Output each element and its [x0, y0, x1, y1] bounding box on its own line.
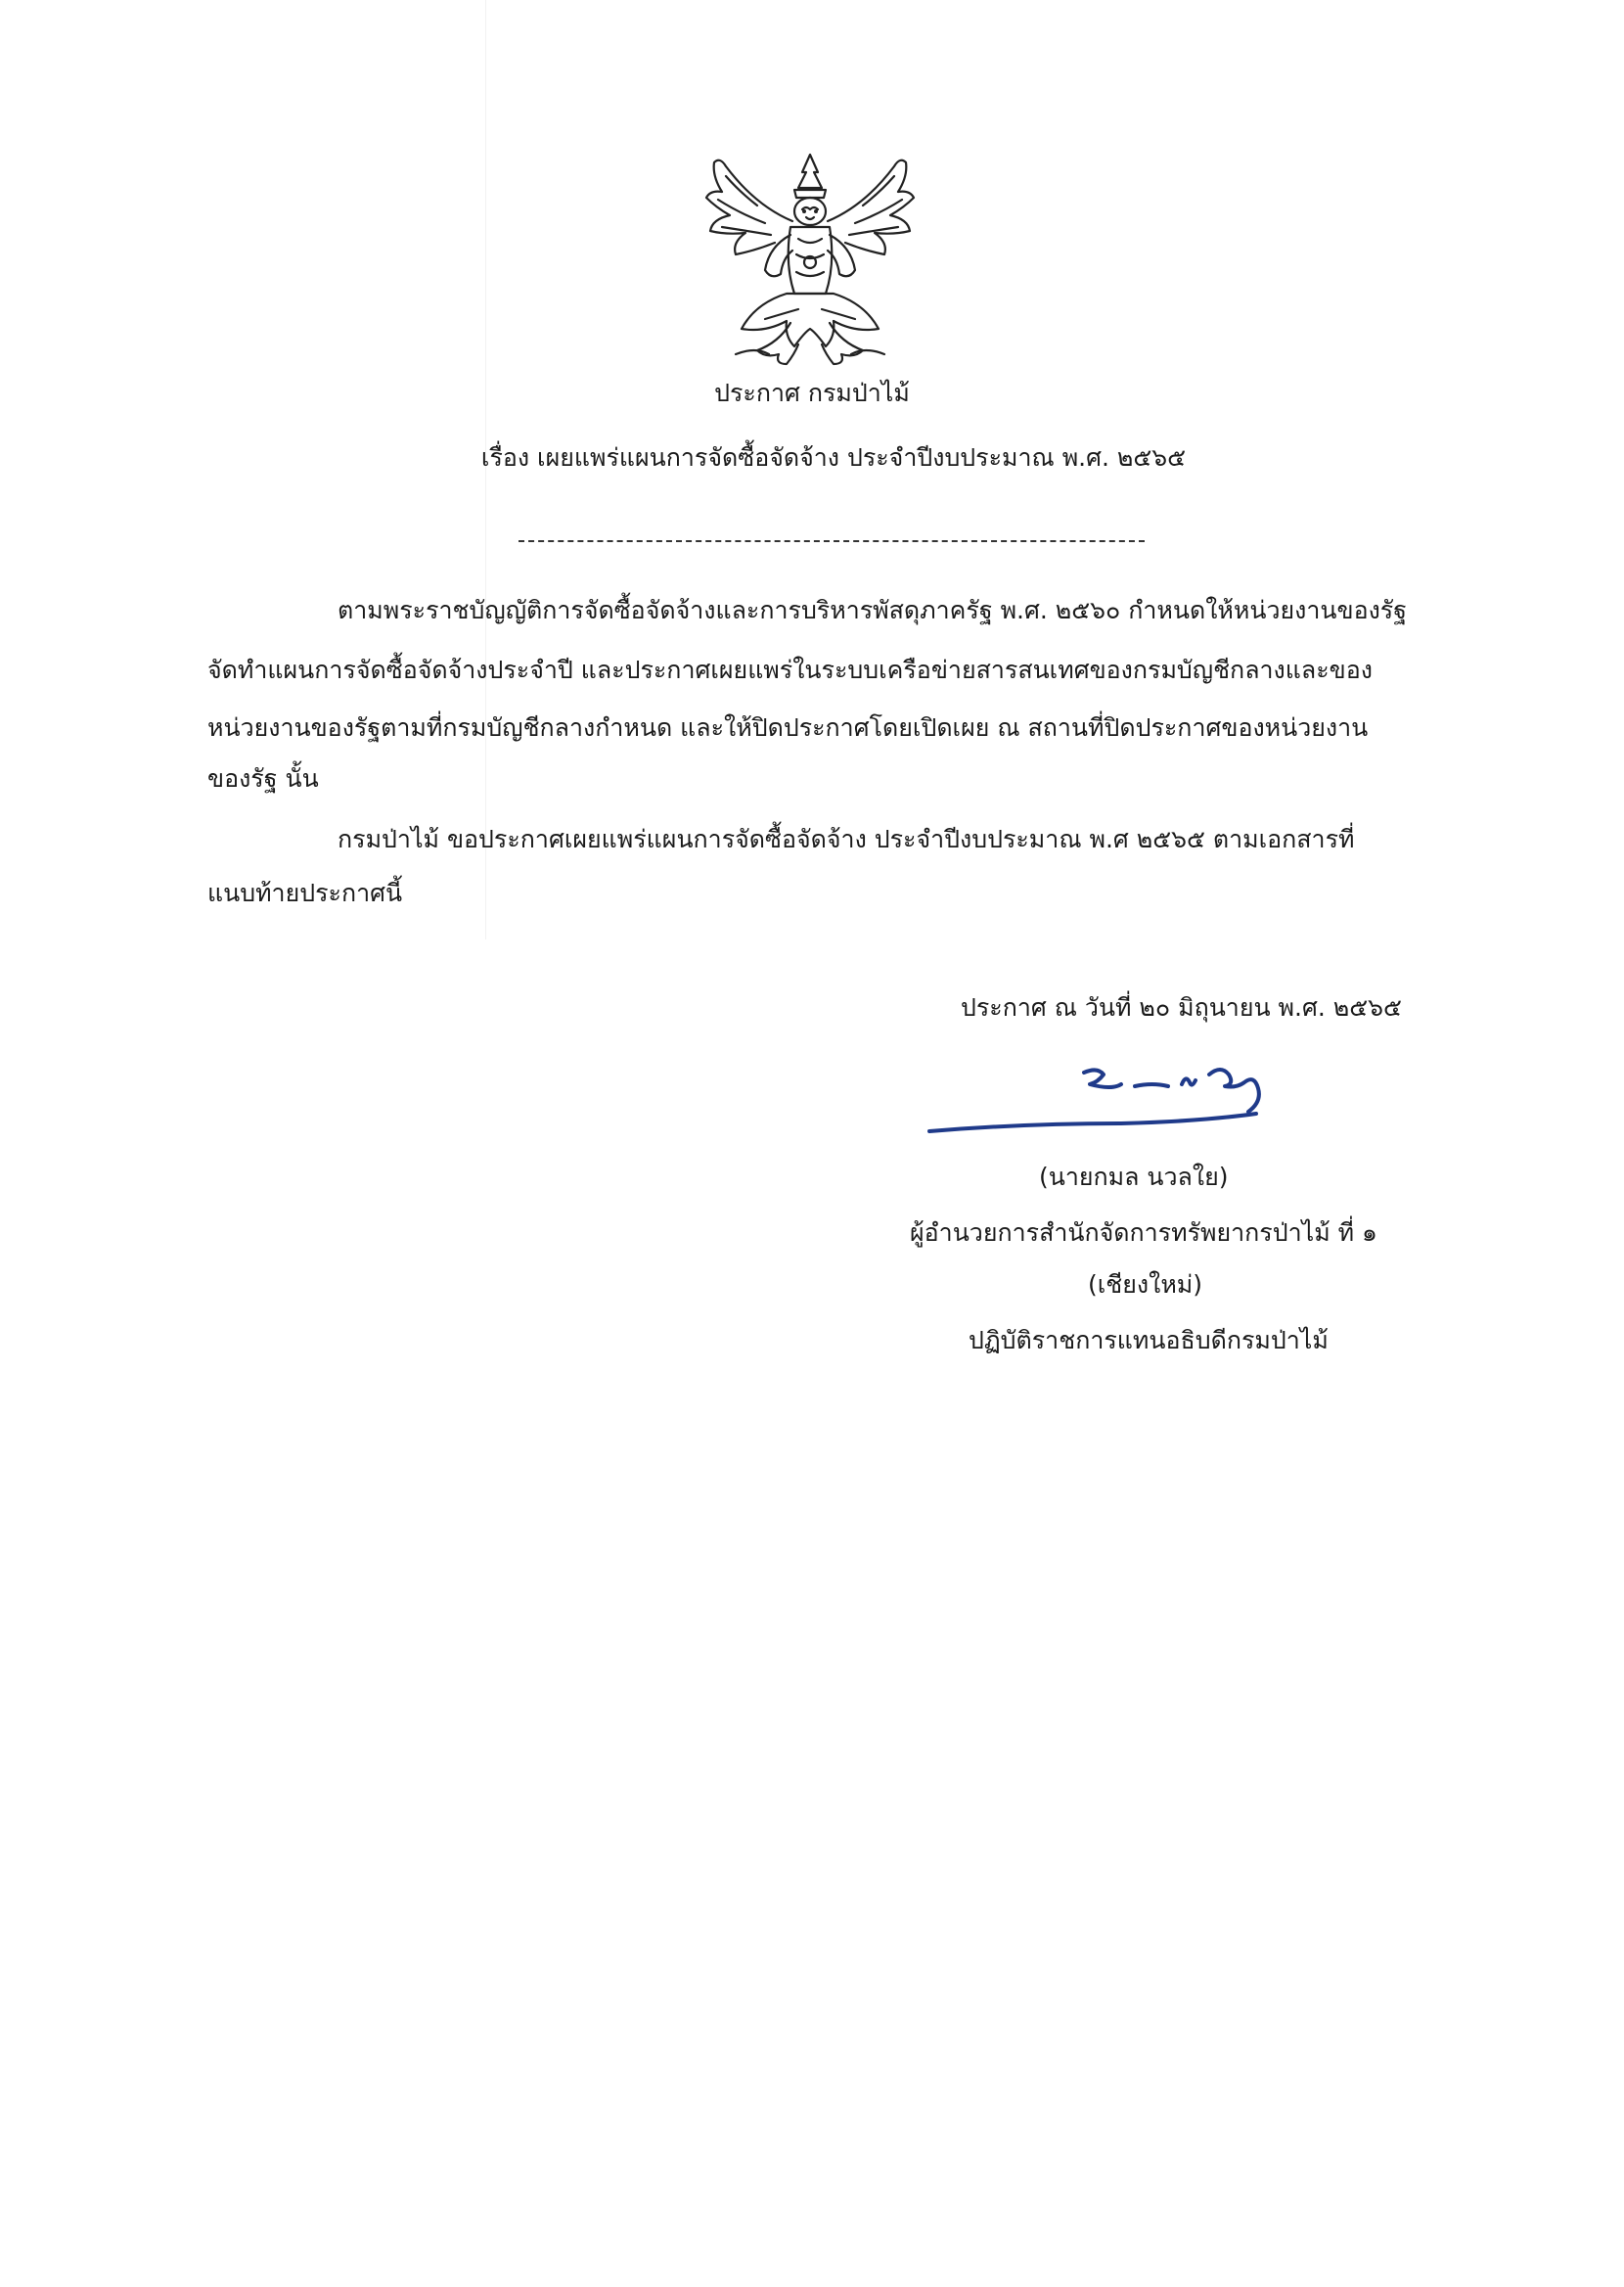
- header-divider: [519, 540, 1145, 542]
- paragraph-2-line-1: กรมป่าไม้ ขอประกาศเผยแพร่แผนการจัดซื้อจัดจ้าง ประจำปีงบประมาณ พ.ศ ๒๕๖๕ ตามเอกสารที่: [338, 825, 1355, 853]
- announcement-date: ประกาศ ณ วันที่ ๒๐ มิถุนายน พ.ศ. ๒๕๖๕: [961, 993, 1402, 1022]
- document-subject: [0, 440, 1624, 476]
- paragraph-1-line-4: ของรัฐ นั้น: [207, 764, 319, 793]
- signer-title-line-3: ปฏิบัติราชการแทนอธิบดีกรมป่าไม้: [969, 1326, 1329, 1354]
- paragraph-2-line-2: แนบท้ายประกาศนี้: [207, 879, 403, 907]
- signer-name: (นายกมล นวลใย): [1039, 1163, 1229, 1191]
- paragraph-1-line-3: หน่วยงานของรัฐตามที่กรมบัญชีกลางกำหนด และให้ปิดประกาศโดยเปิดเผย ณ สถานที่ปิดประกาศของหน่วยงาน: [207, 713, 1369, 742]
- garuda-emblem-icon: [697, 137, 924, 372]
- signer-title-line-2: (เชียงใหม่): [1088, 1270, 1203, 1299]
- document-title: ประกาศ กรมป่าไม้: [714, 379, 910, 407]
- signer-title-line-1: ผู้อำนวยการสำนักจัดการทรัพยากรป่าไม้ ที่ ๑: [910, 1218, 1377, 1247]
- document-subject-text: เรื่อง เผยแพร่แผนการจัดซื้อจัดจ้าง ประจำปีงบประมาณ พ.ศ. ๒๕๖๕: [480, 443, 1187, 472]
- paragraph-1-line-2: จัดทำแผนการจัดซื้อจัดจ้างประจำปี และประกาศเผยแพร่ในระบบเครือข่ายสารสนเทศของกรมบัญชีกลางและของ: [207, 656, 1373, 684]
- paragraph-1-line-1: ตามพระราชบัญญัติการจัดซื้อจัดจ้างและการบริหารพัสดุภาครัฐ พ.ศ. ๒๕๖๐ กำหนดให้หน่วยงานของรัฐ: [338, 596, 1408, 624]
- handwritten-signature: [925, 1055, 1297, 1143]
